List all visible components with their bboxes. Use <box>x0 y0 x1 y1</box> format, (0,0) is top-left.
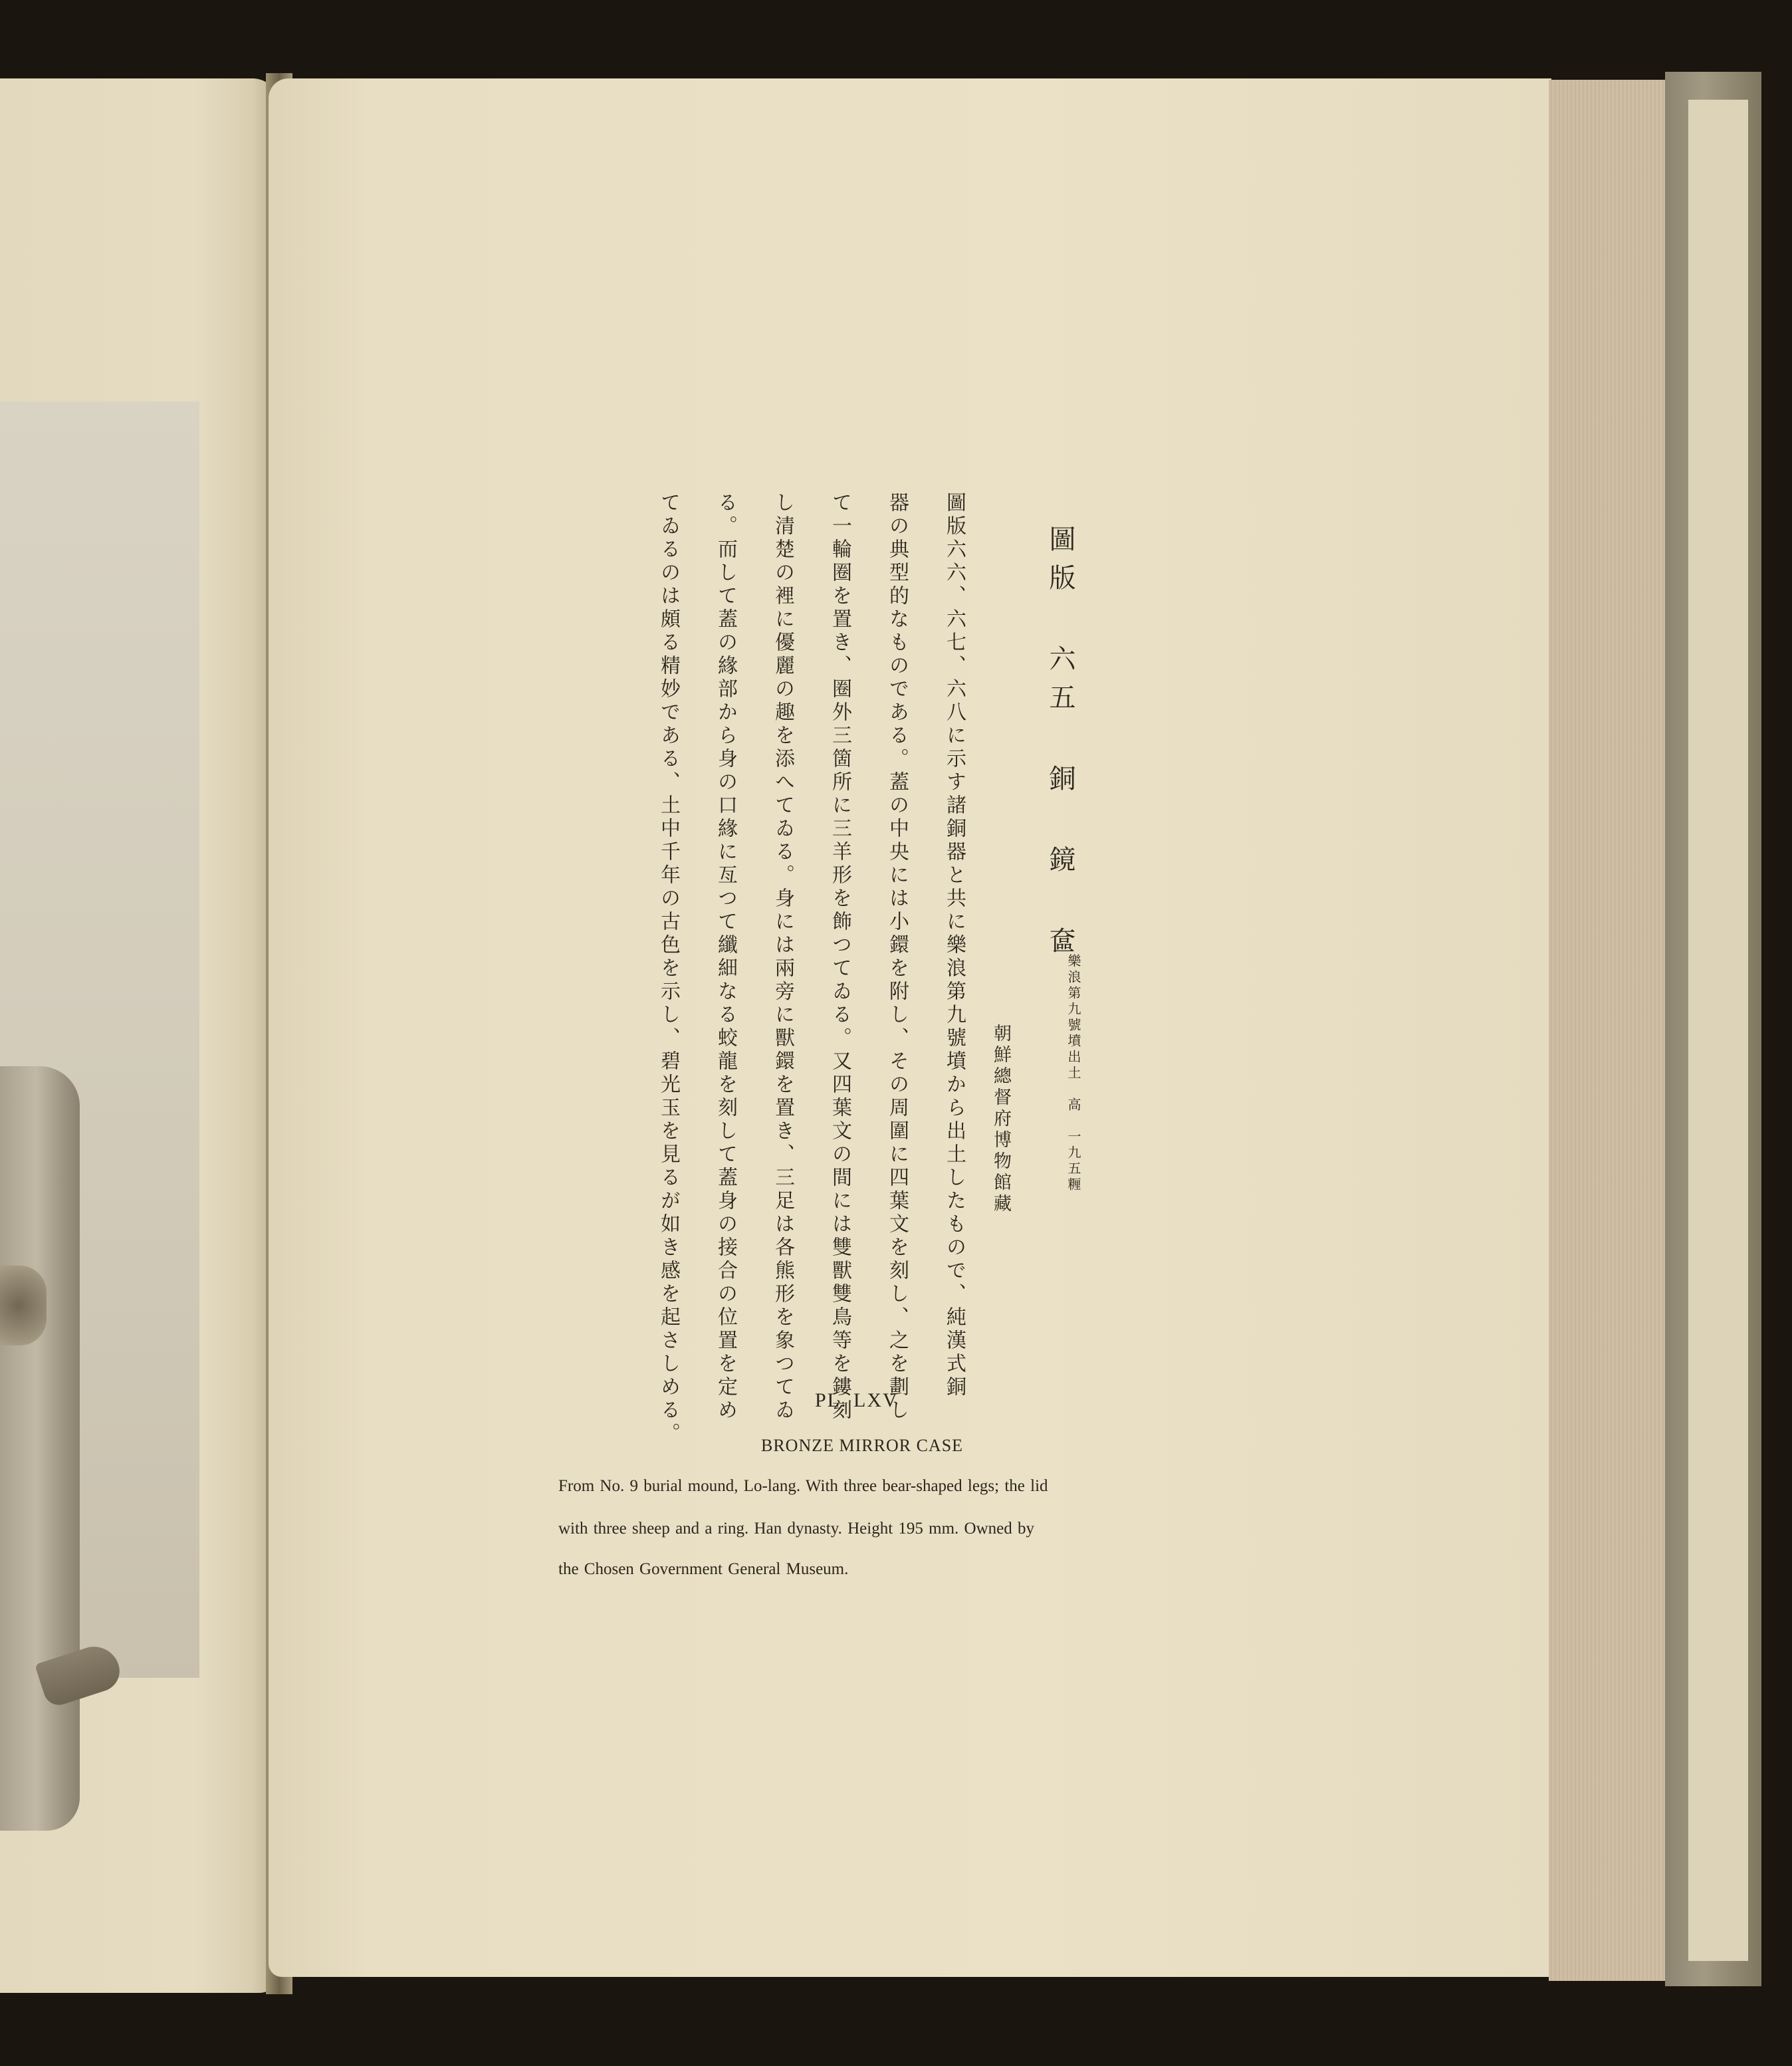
description-line: the Chosen Government General Museum. <box>558 1560 849 1578</box>
body-line: てゐるのは頗る精妙である、土中千年の古色を示し、碧光玉を見るが如き感を起さしめる。 <box>657 492 680 1446</box>
description-line: From No. 9 burial mound, Lo-lang. With three bear-shaped legs; the lid <box>558 1477 1048 1495</box>
japanese-provenance <box>1034 954 1080 1286</box>
body-line: し清楚の裡に優麗の趣を添へてゐる。身には兩旁に獸鐶を置き、三足は各熊形を象つてゐ <box>771 492 794 1423</box>
cover-endpaper <box>1688 100 1748 1961</box>
plate-photograph <box>0 402 199 1678</box>
page-edges <box>1549 80 1668 1981</box>
japanese-title: 圖版 六五 銅 鏡 奩 <box>1045 525 1075 965</box>
provenance-line: 樂浪第九號墳出土 高 一九五糎 <box>1065 954 1081 1193</box>
body-line: て一輪圈を置き、圈外三箇所に三羊形を飾つてゐる。又四葉文の間には雙獸雙鳥等を鏤刻 <box>828 492 851 1423</box>
vessel-ring-handle-image <box>0 1266 47 1345</box>
bronze-vessel-image <box>0 1066 80 1831</box>
description-line: with three sheep and a ring. Han dynasty. Height 195 mm. Owned by <box>558 1520 1034 1538</box>
body-line: 器の典型的なものである。蓋の中央には小鐶を附し、その周圍に四葉文を刻し、之を劃し <box>885 492 909 1423</box>
body-line: 圖版六六、六七、六八に示す諸銅器と共に樂浪第九號墳から出土したもので、純漢式銅 <box>943 492 966 1399</box>
japanese-museum: 朝鮮總督府博物館藏 <box>990 1024 1011 1215</box>
caption-title: BRONZE MIRROR CASE <box>761 1436 964 1455</box>
body-line: る。而して蓋の緣部から身の口緣に亙つて纖細なる蛟龍を刻して蓋身の接合の位置を定め <box>714 492 737 1423</box>
plate-number: PL. LXV <box>815 1389 899 1411</box>
